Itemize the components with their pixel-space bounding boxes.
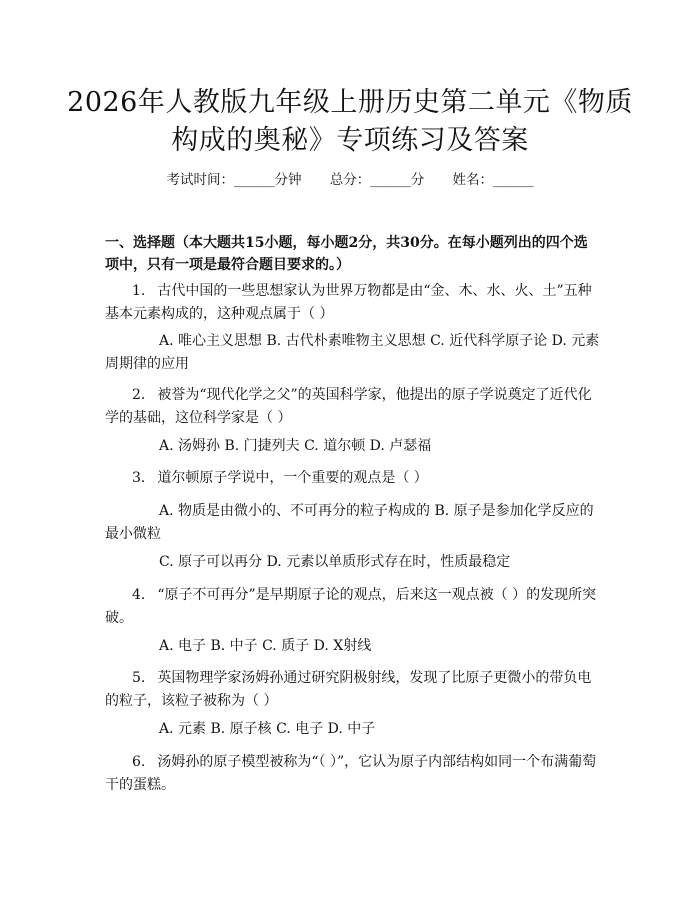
question-stem: 道尔顿原子学说中，一个重要的观点是（ ） [157,470,428,486]
question-3-options-cd: C. 原子可以再分 D. 元素以单质形式存在时，性质最稳定 [159,554,511,570]
exam-time-field: 考试时间：______分钟 [166,172,302,188]
question-2 [105,384,600,429]
question-1-options: A. 唯心主义思想 B. 古代朴素唯物主义思想 C. 近代科学原子论 D. 元素周期律的应用 [105,333,600,372]
question-number: 6. [132,754,146,770]
question-6 [105,751,600,796]
question-3 [105,467,600,490]
question-number: 5. [132,670,146,686]
question-stem: 古代中国的一些思想家认为世界万物都是由“金、木、水、火、土”五种基本元素构成的，这种观点属于（ ） [105,283,592,322]
question-5-options: A. 元素 B. 原子核 C. 电子 D. 中子 [159,721,376,737]
exam-info-line [0,170,700,190]
student-name-field: 姓名：______ [452,172,534,188]
question-stem: 被誉为“现代化学之父”的英国科学家，他提出的原子学说奠定了近代化学的基础，这位科学家是（ ） [105,387,592,426]
question-number: 4. [132,587,146,603]
question-5 [105,667,600,712]
question-1 [105,280,600,325]
total-score-field: 总分：______分 [329,172,425,188]
question-stem: 英国物理学家汤姆孙通过研究阴极射线，发现了比原子更微小的带负电的粒子，该粒子被称为（ ） [105,670,592,709]
question-stem: “原子不可再分”是早期原子论的观点，后来这一观点被（ ）的发现所突破。 [105,587,597,626]
section-heading: 一、选择题（本大题共15小题，每小题2分，共30分。在每小题列出的四个选项中，只有一项是最符合题目要求的。） [105,235,588,273]
question-number: 2. [132,387,146,403]
question-4-options: A. 电子 B. 中子 C. 质子 D. X射线 [159,638,372,654]
question-stem: 汤姆孙的原子模型被称为“（ ）”，它认为原子内部结构如同一个布满葡萄干的蛋糕。 [105,754,597,793]
document-title: 2026年人教版九年级上册历史第二单元《物质构成的奥秘》专项练习及答案 [67,87,633,156]
question-4 [105,584,600,629]
question-number: 3. [132,470,146,486]
question-number: 1. [132,283,146,299]
question-2-options: A. 汤姆孙 B. 门捷列夫 C. 道尔顿 D. 卢瑟福 [159,438,432,454]
question-3-options-ab: A. 物质是由微小的、不可再分的粒子构成的 B. 原子是参加化学反应的最小微粒 [105,503,594,542]
